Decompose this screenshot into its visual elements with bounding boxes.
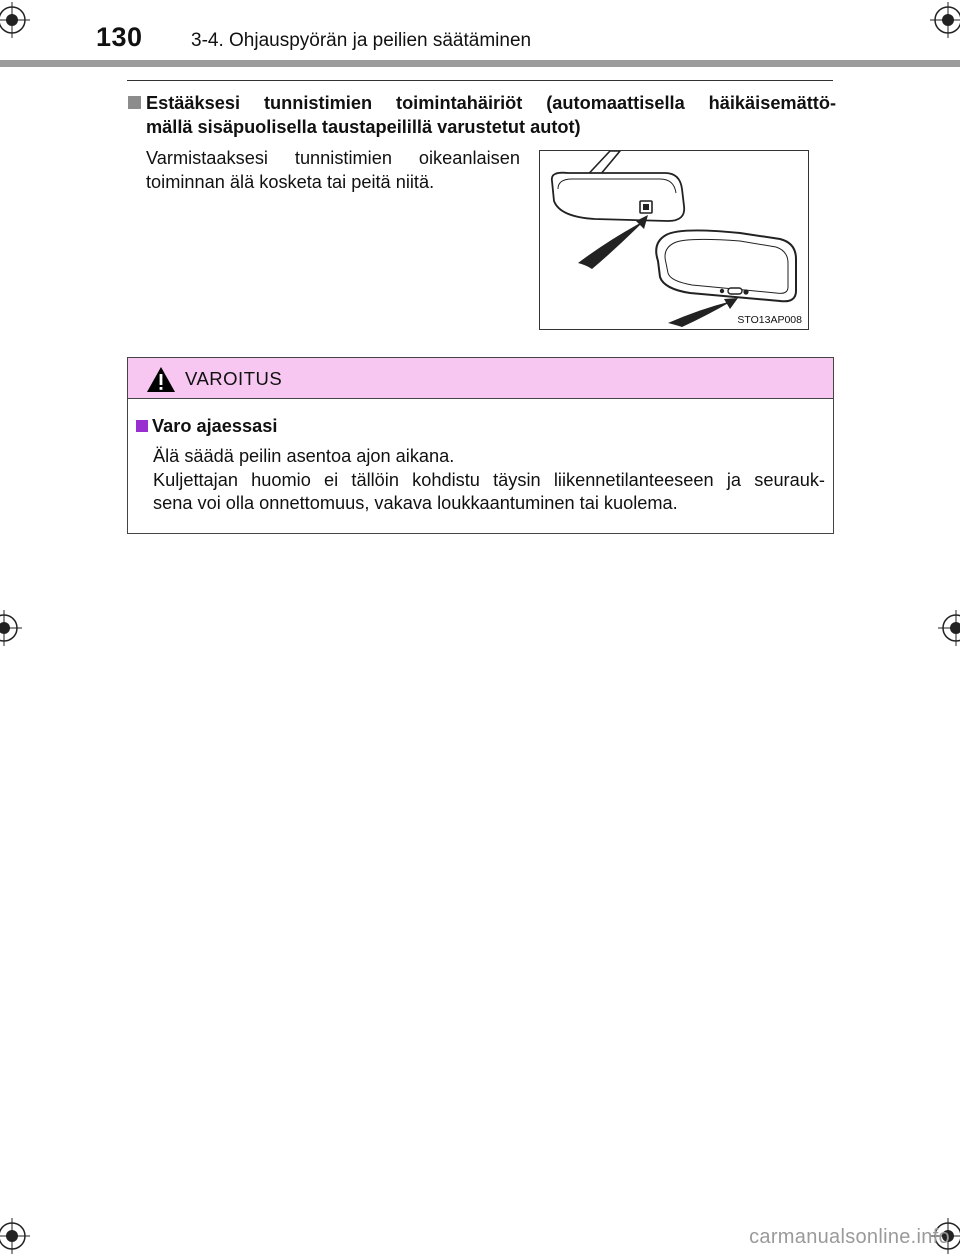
mirror-illustration (539, 150, 809, 330)
figure-code: STO13AP008 (737, 314, 802, 326)
note-body (146, 146, 520, 194)
warning-subheading: Varo ajaessasi (152, 416, 278, 436)
section-title: 3-4. Ohjauspyörän ja peilien säätäminen (191, 30, 532, 51)
warning-text-line: Kuljettajan huomio ei tällöin kohdistu täysin liikennetilanteeseen ja seurauk- (153, 469, 825, 490)
page-number: 130 (96, 22, 143, 52)
warning-title: VAROITUS (185, 368, 283, 389)
note-body-line: Varmistaaksesi tunnistimien oikeanlaisen (146, 148, 520, 168)
warning-header (128, 358, 833, 399)
warning-text (153, 445, 825, 516)
warning-triangle-icon (146, 366, 176, 393)
registration-mark-icon (0, 2, 30, 38)
registration-mark-icon (0, 610, 22, 646)
registration-mark-icon (0, 1218, 30, 1254)
header-bar (0, 60, 960, 67)
warning-bullet-icon (136, 420, 148, 432)
note-body-line: toiminnan älä kosketa tai peitä niitä. (146, 172, 435, 192)
registration-mark-icon (938, 610, 960, 646)
note-heading-line: mällä sisäpuolisella taustapeilillä varustetut autot) (146, 117, 581, 137)
note-heading (146, 91, 836, 139)
divider (127, 80, 833, 81)
rearview-mirror-icon (540, 151, 808, 329)
note-heading-line: Estääksesi tunnistimien toimintahäiriöt (automaattisella häikäisemättö- (146, 93, 836, 113)
warning-text-line: sena voi olla onnettomuus, vakava loukkaantuminen tai kuolema. (153, 493, 678, 513)
registration-mark-icon (930, 2, 960, 38)
warning-box (127, 357, 834, 534)
note-bullet-icon (128, 96, 141, 109)
warning-text-line: Älä säädä peilin asentoa ajon aikana. (153, 446, 455, 466)
watermark: carmanualsonline.info (749, 1226, 950, 1248)
